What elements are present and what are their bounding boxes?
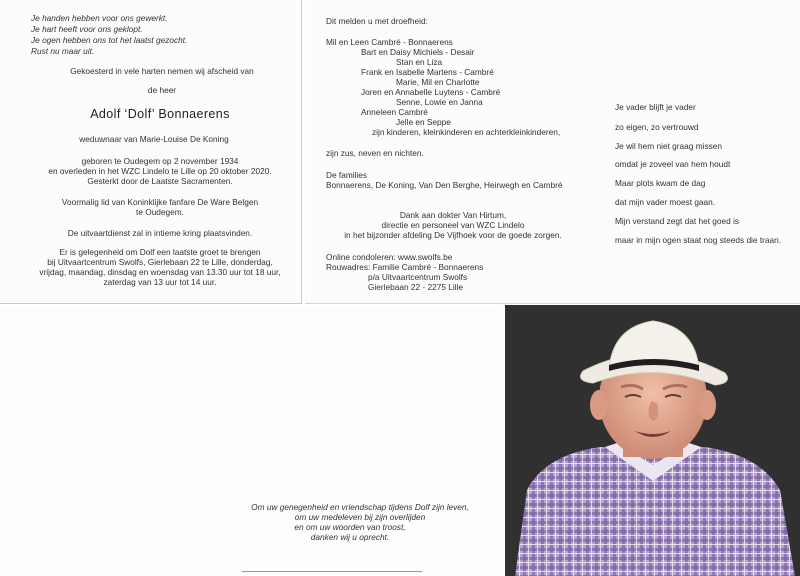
closing-line: danken wij u oprecht.	[310, 532, 390, 542]
de-heer-text: de heer	[147, 85, 177, 95]
closing-line: en om uw woorden van troost,	[294, 522, 406, 532]
poem-line: zo eigen, zo vertrouwd	[615, 122, 699, 132]
poem-line: Mijn verstand zegt dat het goed is	[615, 216, 740, 226]
card-right-panel	[305, 0, 800, 304]
card-bottom-panel	[0, 308, 503, 576]
funeral-text: De uitvaartdienst zal in intieme kring plaatsvinden.	[67, 228, 253, 238]
sacraments-text: Gesterkt door de Laatste Sacramenten.	[87, 176, 233, 186]
poem-line: Je handen hebben voor ons gewerkt.	[31, 13, 168, 23]
family-line: Marie, Mil en Charlotte	[396, 77, 480, 87]
contact-line: Online condoleren: www.swolfs.be	[326, 252, 453, 262]
poem-line: Je wil hem niet graag missen	[615, 141, 722, 151]
announce-text: Dit melden u met droefheid:	[326, 16, 428, 26]
poem-line: Maar plots kwam de dag	[615, 178, 706, 188]
died-text: en overleden in het WZC Lindelo te Lille op 20 oktober 2020.	[48, 166, 272, 176]
siblings-text: zijn zus, neven en nichten.	[326, 148, 424, 158]
thanks-line: directie en personeel van WZC Lindelo	[381, 220, 525, 230]
left-ear	[590, 390, 608, 420]
poem-line: omdat je zoveel van hem houdt	[615, 159, 731, 169]
contact-line: Gierlebaan 22 - 2275 Lille	[368, 282, 464, 292]
thanks-line: in het bijzonder afdeling De Vijfhoek voor de goede zorgen.	[344, 230, 562, 240]
intro-text: Gekoesterd in vele harten nemen wij afscheid van	[70, 66, 254, 76]
visit-text: zaterdag van 13 uur tot 14 uur.	[103, 277, 217, 287]
widower-text: weduwnaar van Marie-Louise De Koning	[79, 134, 229, 144]
poem-line: dat mijn vader moest gaan.	[615, 197, 716, 207]
contact-line: Rouwadres: Familie Cambré - Bonnaerens	[326, 262, 484, 272]
poem-line: Je ogen hebben ons tot het laatst gezocht.	[31, 35, 188, 45]
poem-line: Rust nu maar uit.	[31, 46, 95, 56]
family-line: Bart en Daisy Michiels - Desair	[361, 47, 475, 57]
portrait-photo-icon	[505, 305, 800, 576]
visit-text: vrijdag, maandag, dinsdag en woensdag van 13.30 uur tot 18 uur,	[39, 267, 281, 277]
poem-line: Je vader blijft je vader	[615, 102, 696, 112]
poem-line: Je hart heeft voor ons geklopt.	[31, 24, 143, 34]
family-line: Jelle en Seppe	[396, 117, 451, 127]
family-line: Joren en Annabelle Luytens - Cambré	[361, 87, 501, 97]
card-left-panel	[0, 0, 302, 304]
families-label: De families	[326, 170, 368, 180]
closing-line: Om uw genegenheid en vriendschap tijdens Dolf zijn leven,	[251, 502, 469, 512]
family-line: Anneleen Cambré	[361, 107, 428, 117]
deceased-name: Adolf ‘Dolf’ Bonnaerens	[90, 107, 230, 121]
closing-line: om uw medeleven bij zijn overlijden	[294, 512, 426, 522]
right-ear	[698, 390, 716, 420]
families-names: Bonnaerens, De Koning, Van Den Berghe, Heirwegh en Cambré	[326, 180, 563, 190]
family-line: Mil en Leen Cambré - Bonnaerens	[326, 37, 453, 47]
visit-text: Er is gelegenheid om Dolf een laatste groet te brengen	[59, 247, 261, 257]
member-text: Voormalig lid van Koninklijke fanfare De Ware Belgen	[61, 197, 259, 207]
contact-line: p/a Uitvaartcentrum Swolfs	[368, 272, 468, 282]
family-line: Frank en Isabelle Martens - Cambré	[361, 67, 494, 77]
divider-line	[242, 571, 422, 572]
visit-text: bij Uitvaartcentrum Swolfs, Gierlebaan 22 te Lille, donderdag,	[47, 257, 273, 267]
family-line: zijn kinderen, kleinkinderen en achterkleinkinderen,	[372, 127, 561, 137]
portrait-photo	[505, 305, 800, 576]
family-line: Senne, Lowie en Janna	[396, 97, 483, 107]
thanks-line: Dank aan dokter Van Hirtum,	[399, 210, 507, 220]
poem-line: maar in mijn ogen staat nog steeds die traan.	[615, 235, 782, 245]
member-text: te Oudegem.	[136, 207, 184, 217]
family-line: Stan en Liza	[396, 57, 443, 67]
born-text: geboren te Oudegem op 2 november 1934	[81, 156, 239, 166]
